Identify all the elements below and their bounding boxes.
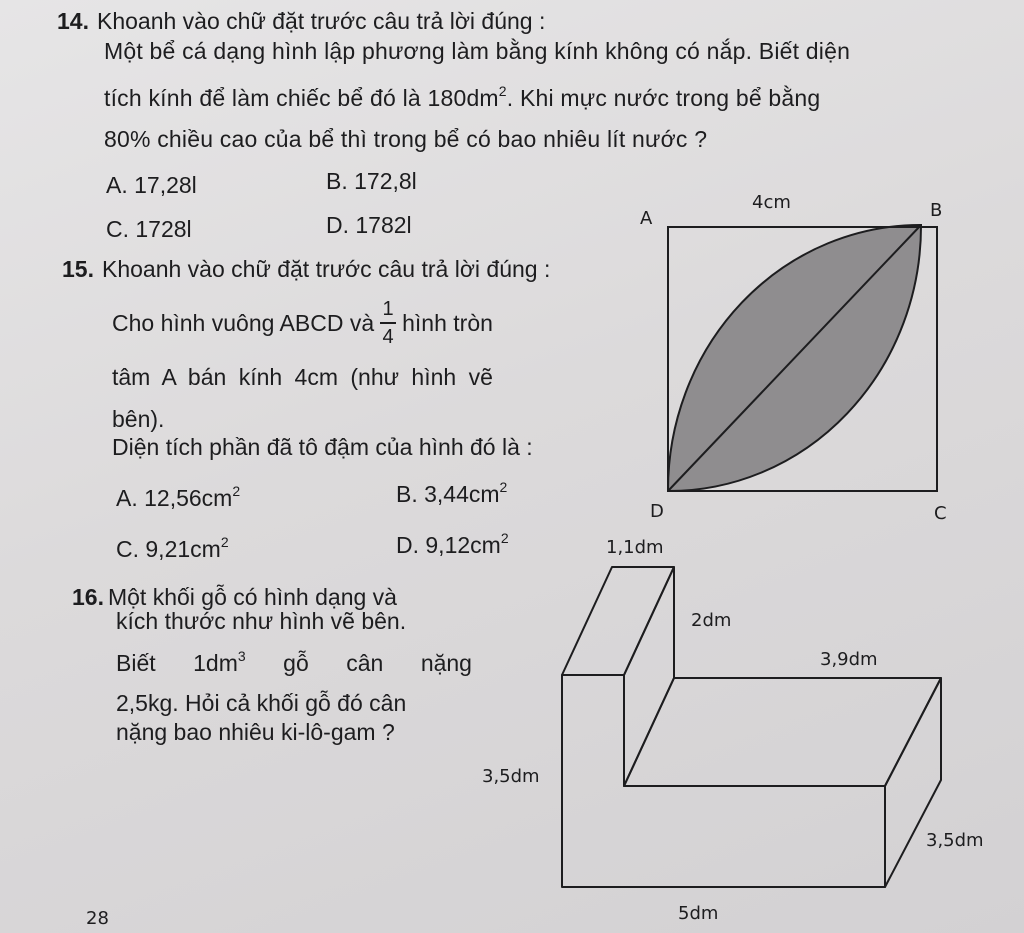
q15-option-c-text: C. 9,21cm [116,536,221,562]
q15-frac-denominator: 4 [382,326,394,348]
q16-line4: 2,5kg. Hỏi cả khối gỗ đó cân [116,690,407,716]
q15-option-c[interactable] [116,536,229,563]
q15-shaded-lens [668,225,921,491]
q16-dim-right-height: 3,5dm [926,830,984,851]
q15-line1 [112,298,493,348]
q15-line4: Diện tích phần đã tô đậm của hình đó là : [112,434,533,460]
q15-heading [62,256,550,283]
q14-body-line3 [104,126,707,153]
q14-option-c[interactable]: C. 1728l [106,216,192,242]
q14-number: 14. [57,8,89,34]
q14-body-line3-text: 80% chiều cao của bể thì trong bể có bao nhiêu lít nước ? [104,126,708,152]
q15-line2-text: tâm A bán kính 4cm (như hình vẽ [112,364,493,390]
q15-option-d[interactable] [396,532,509,559]
q16-dim-base: 5dm [678,903,719,924]
q15-frac-bar [380,322,396,324]
q15-option-d-text: D. 9,12cm [396,532,501,558]
q16-line1 [72,584,397,611]
q16-line3-sup: 3 [237,648,246,664]
q14-body-line2 [104,85,820,112]
q15-frac-numerator: 1 [382,298,394,320]
q15-number: 15. [62,256,94,282]
q15-option-b-sup: 2 [499,479,508,495]
q14-body-line2-post: . Khi mực nước trong bể bằng [506,85,821,111]
q15-line2 [112,364,578,391]
q15-option-c-sup: 2 [220,534,229,550]
q16-front-face [562,675,885,887]
q16-line3-w2: cân [346,650,384,676]
q16-line3-w1: gỗ [283,650,309,676]
q14-body-line2-pre: tích kính để làm chiếc bể đó là 180dm [104,85,499,111]
q15-label-c: C [934,503,947,524]
q15-label-b: B [930,200,943,221]
q14-body-line1-text: Một bể cá dạng hình lập phương làm bằng kính không có nắp. Biết diện [104,38,851,64]
q16-dim-depth: 2dm [691,610,732,631]
q14-instruction: Khoanh vào chữ đặt trước câu trả lời đúng : [96,8,546,34]
q14-option-a[interactable]: A. 17,28l [106,172,197,198]
q16-step-top-face [624,678,941,786]
q14-heading [57,8,545,35]
q15-option-d-sup: 2 [500,530,509,546]
q15-label-d: D [650,501,664,522]
q15-option-b[interactable] [396,481,507,508]
q15-option-a[interactable] [116,485,240,512]
q16-line3-w3: nặng [420,650,472,676]
page-number: 28 [86,908,109,929]
q15-instruction: Khoanh vào chữ đặt trước câu trả lời đúng : [101,256,551,282]
q16-dim-top: 1,1dm [606,537,664,558]
q15-option-a-sup: 2 [232,483,241,499]
q16-left-top-face [562,567,674,675]
q15-square [668,227,937,491]
q15-line1-post: hình tròn [402,309,493,336]
q15-line3: bên). [112,406,165,432]
q15-option-a-text: A. 12,56cm [116,485,233,511]
q16-number: 16. [72,584,104,610]
q14-body-line1 [104,38,988,65]
q14-body-line2-sup: 2 [498,83,507,99]
q15-fraction [380,298,396,348]
q16-line3-pre: Biết [116,650,156,676]
q16-line3-value [193,650,246,677]
q15-side-label: 4cm [752,192,791,213]
q14-option-b[interactable]: B. 172,8l [326,168,417,194]
q16-dim-step: 3,9dm [820,649,878,670]
q16-line3 [116,650,472,677]
q16-dim-left-height: 3,5dm [482,766,540,787]
q16-line1-text: Một khối gỗ có hình dạng và [107,584,397,610]
q15-label-a: A [640,208,653,229]
q16-left-right-face [624,567,674,786]
q16-line3-val-text: 1dm [193,650,238,676]
q16-line5: nặng bao nhiêu ki-lô-gam ? [116,719,395,745]
q14-option-d[interactable]: D. 1782l [326,212,412,238]
q15-diagonal-db [668,225,921,491]
q15-line1-pre: Cho hình vuông ABCD và [112,309,375,336]
q16-right-side-face [885,678,941,887]
q16-line2: kích thước như hình vẽ bên. [116,608,407,634]
q15-option-b-text: B. 3,44cm [396,481,500,507]
